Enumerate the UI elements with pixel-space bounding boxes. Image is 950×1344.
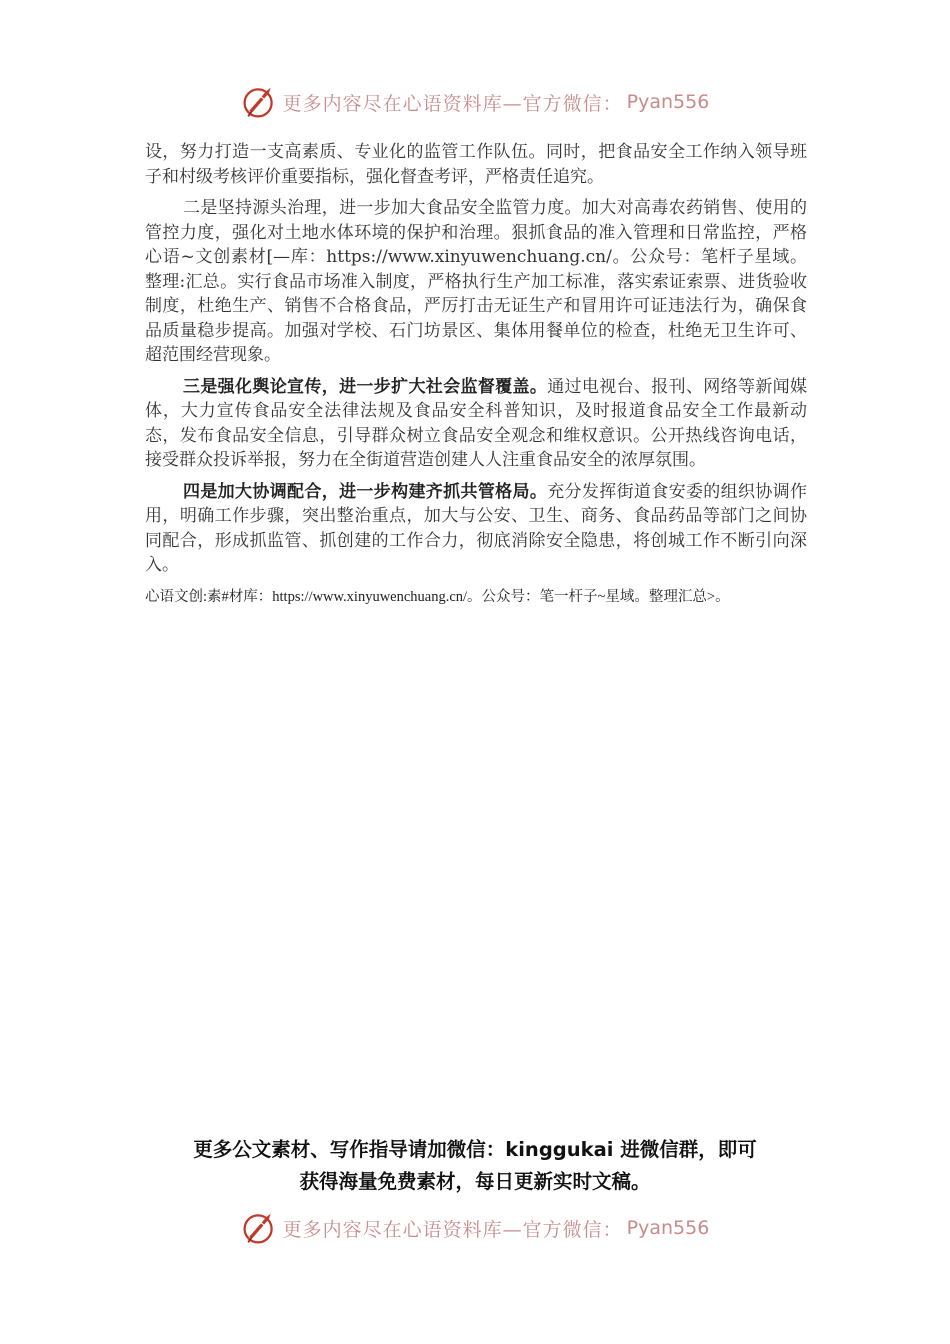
quill-pen-icon [241,84,277,120]
watermark-handle: Pyan556 [626,91,710,113]
paragraph-4-text: 充分发挥街道食安委的组织协调作用，明确工作步骤，突出整治重点，加大与公安、卫生、商务、食品药品等部门之间协同配合，形成抓监管、抓创建的工作合力，彻底消除安全隐患，将创城工作不断引向深入。 [145,481,808,575]
watermark-text: 更多内容尽在心语资料库—官方微信： [282,1218,623,1241]
watermark-text: 更多内容尽在心语资料库—官方微信： [282,92,623,115]
paragraph-2: 二是坚持源头治理，进一步加大食品安全监管力度。加大对高毒农药销售、使用的管控力度，强化对土地水体环境的保护和治理。狠抓食品的准入管理和日常监控，严格心语~文创素材[—库：https://www.xinyuwenchuang.cn/。公众号：笔杆子星域。整理:汇总。实行食品市场准入制度，严格执行生产加工标准，落实索证索票、进货验收制度，杜绝生产、销售不合格食品，严厉打击无证生产和冒用许可证违法行为，确保食品质量稳步提高。加强对学校、石门坊景区、集体用餐单位的检查，杜绝无卫生许可、超范围经营现象。 [145,198,807,365]
document-body [145,140,807,608]
paragraph-4 [145,480,807,578]
promo-block [0,1134,950,1198]
source-note: 心语文创:素#材库：https://www.xinyuwenchuang.cn/。公众号：笔一杆子~星域。整理汇总>。 [145,588,730,605]
paragraph-3-text: 通过电视台、报刊、网络等新闻媒体，大力宣传食品安全法律法规及食品安全科普知识，及时报道食品安全工作最新动态，发布食品安全信息，引导群众树立食品安全观念和维权意识。公开热线咨询电话，接受群众投诉举报，努力在全街道营造创建人人注重食品安全的浓厚氛围。 [145,376,808,470]
header-watermark [0,82,950,122]
footer-watermark [0,1208,950,1248]
paragraph-3-heading: 三是强化舆论宣传，进一步扩大社会监督覆盖。 [183,376,548,397]
paragraph-1: 设，努力打造一支高素质、专业化的监管工作队伍。同时，把食品安全工作纳入领导班子和村级考核评价重要指标，强化督查考评，严格责任追究。 [145,142,807,187]
quill-pen-icon [241,1210,277,1246]
paragraph-3 [145,375,807,473]
promo-line-2: 获得海量免费素材，每日更新实时文稿。 [299,1170,651,1193]
paragraph-4-heading: 四是加大协调配合，进一步构建齐抓共管格局。 [183,481,548,502]
watermark-handle: Pyan556 [626,1217,710,1239]
promo-line-1: 更多公文素材、写作指导请加微信：kinggukai 进微信群，即可 [193,1138,757,1161]
